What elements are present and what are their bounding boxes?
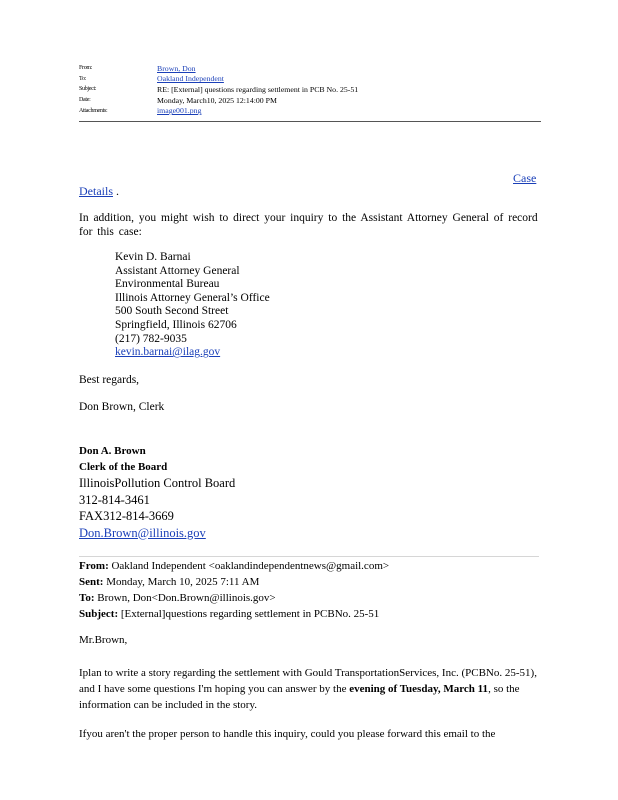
salutation: Mr.Brown, [79,634,128,646]
fwd-from-label: From: [79,560,109,572]
address-line: Assistant Attorney General [115,264,240,277]
fwd-sent-value: Monday, March 10, 2025 7:11 AM [106,576,260,588]
signoff: Don Brown, Clerk [79,401,165,413]
p1-start: Iplan to write a story regarding the settlement with Gould TransportationServices, Inc. (PCBNo. 25-51), and I have some questions I'm hoping you can answer by the [79,667,537,695]
address-block [115,251,270,360]
fwd-sent-label: Sent: [79,576,104,588]
fwd-to-value: Brown, Don<Don.Brown@illinois.gov> [97,592,276,604]
message-paragraph-2: Ifyou aren't the proper person to handle this inquiry, could you please forward this email to the [79,728,496,740]
header-row-attachments [79,105,541,116]
address-line: Illinois Attorney General’s Office [115,291,270,304]
message-paragraph-1 [79,665,541,713]
subject-value: RE: [External] questions regarding settlement in PCB No. 25-51 [157,84,359,94]
signature-title: Clerk of the Board [79,460,168,473]
forwarded-header [79,558,389,622]
date-label: Date: [79,97,91,104]
case-details-link-part2[interactable]: Details [79,184,113,198]
from-link[interactable]: Brown, Don [157,63,196,73]
fwd-subject-value: [External]questions regarding settlement in PCBNo. 25-51 [120,608,380,620]
case-details-link-part1[interactable]: Case [513,171,537,185]
header-divider [79,121,541,122]
address-line: (217) 782-9035 [115,332,187,345]
to-link[interactable]: Oakland Independent [157,74,224,84]
address-line: Environmental Bureau [115,278,220,291]
header-row-to [79,74,541,85]
header-row-from [79,63,541,74]
to-label: To: [79,75,87,82]
signature-email-link[interactable]: Don.Brown@illinois.gov [79,525,206,540]
closing: Best regards, [79,374,140,386]
attachments-label: Attachments: [79,107,108,114]
fwd-subject-label: Subject: [79,608,119,620]
aag-email-link[interactable]: kevin.barnai@ilag.gov [115,346,221,359]
forward-separator [79,556,539,557]
email-header [79,63,541,116]
address-line: Kevin D. Barnai [115,251,191,263]
header-row-date [79,95,541,106]
p1-bold: evening of Tuesday, March 11 [349,683,489,695]
inquiry-paragraph: In addition, you might wish to direct your inquiry to the Assistant Attorney General of record for this case: [79,212,538,238]
signature-fax: FAX312-814-3669 [79,509,174,523]
date-value: Monday, March10, 2025 12:14:00 PM [157,95,277,105]
address-line: Springfield, Illinois 62706 [115,318,237,331]
signature-org: IllinoisPollution Control Board [79,476,236,490]
signature-name: Don A. Brown [79,445,146,457]
fwd-to-label: To: [79,592,95,604]
subject-label: Subject: [79,86,97,93]
case-details-line [79,184,119,199]
case-details-tail: . [116,184,119,198]
signature-phone: 312-814-3461 [79,492,150,507]
from-label: From: [79,65,93,72]
fwd-from-value: Oakland Independent <oaklandindependentnews@gmail.com> [111,560,390,572]
address-line: 500 South Second Street [115,305,229,318]
header-row-subject [79,84,541,95]
attachment-link[interactable]: image001.png [157,106,202,116]
p1-end: , so the information can be included in the story. [79,683,520,711]
signature-block [79,444,235,541]
